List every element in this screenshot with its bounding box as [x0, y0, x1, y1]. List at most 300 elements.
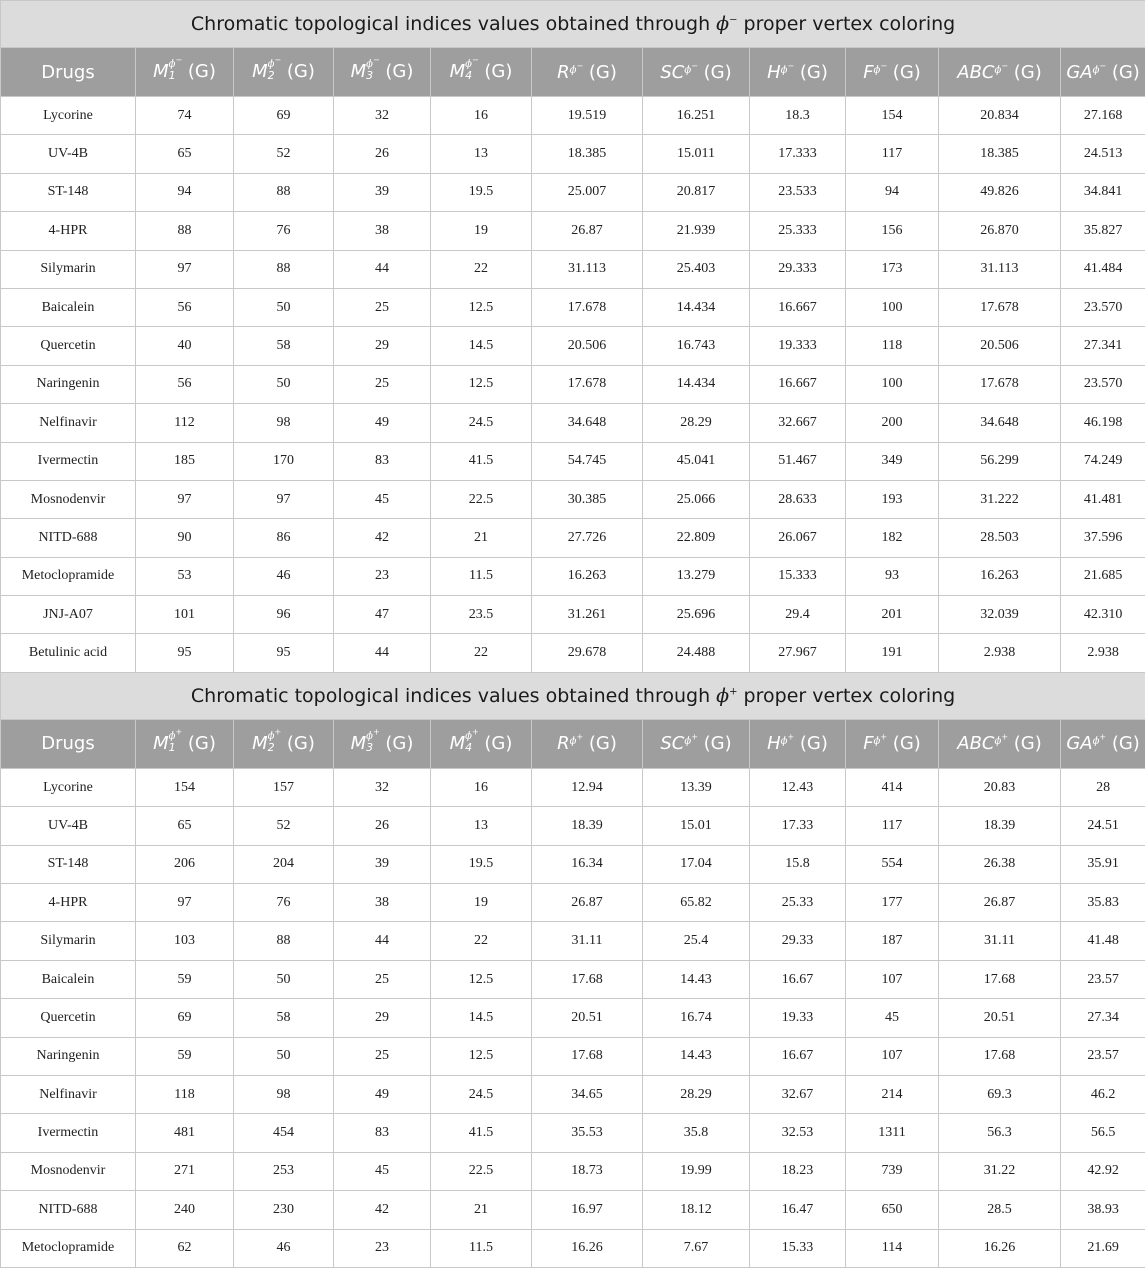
value-cell: 17.333	[750, 135, 846, 173]
phi-sign: −	[729, 14, 738, 26]
value-cell: 97	[234, 480, 334, 518]
value-cell: 187	[846, 922, 939, 960]
value-cell: 56	[136, 288, 234, 326]
table-row	[1, 173, 1145, 211]
value-cell: 157	[234, 768, 334, 806]
value-cell: 170	[234, 442, 334, 480]
value-cell: 29.678	[532, 634, 643, 672]
value-cell: 23	[334, 1229, 431, 1267]
drug-name-cell: Mosnodenvir	[1, 480, 136, 518]
value-cell: 44	[334, 250, 431, 288]
value-cell: 25.696	[643, 596, 750, 634]
value-cell: 271	[136, 1152, 234, 1190]
value-cell: 13.279	[643, 557, 750, 595]
header-sign: −	[372, 55, 380, 65]
value-cell: 14.5	[431, 999, 532, 1037]
value-cell: 69	[234, 97, 334, 135]
header-phi: ϕ−	[569, 61, 584, 76]
value-cell: 46.198	[1061, 404, 1145, 442]
value-cell: 15.011	[643, 135, 750, 173]
value-cell: 34.841	[1061, 173, 1145, 211]
value-cell: 25	[334, 960, 431, 998]
header-base: R	[557, 61, 570, 83]
drug-name-cell: Metoclopramide	[1, 557, 136, 595]
value-cell: 41.484	[1061, 250, 1145, 288]
value-cell: 13	[431, 807, 532, 845]
value-cell: 76	[234, 212, 334, 250]
drug-name-cell: 4-HPR	[1, 212, 136, 250]
value-cell: 11.5	[431, 557, 532, 595]
table-row	[1, 960, 1145, 998]
value-cell: 35.53	[532, 1114, 643, 1152]
header-base: F	[863, 733, 874, 755]
header-drugs: Drugs	[1, 719, 136, 768]
header-m4	[431, 48, 532, 97]
value-cell: 28.503	[939, 519, 1061, 557]
value-cell: 29.4	[750, 596, 846, 634]
header-phi: ϕ+	[684, 733, 698, 748]
value-cell: 22	[431, 250, 532, 288]
header-sub: 4	[465, 740, 473, 754]
value-cell: 22	[431, 634, 532, 672]
table-row	[1, 327, 1145, 365]
value-cell: 94	[136, 173, 234, 211]
value-cell: 20.51	[532, 999, 643, 1037]
header-m1	[136, 719, 234, 768]
value-cell: 27.341	[1061, 327, 1145, 365]
header-phi: ϕ−	[873, 61, 888, 76]
value-cell: 253	[234, 1152, 334, 1190]
value-cell: 13.39	[643, 768, 750, 806]
value-cell: 21.939	[643, 212, 750, 250]
phi-sign: +	[729, 686, 738, 698]
value-cell: 554	[846, 845, 939, 883]
value-cell: 14.434	[643, 288, 750, 326]
value-cell: 22.5	[431, 480, 532, 518]
header-arg: (G)	[281, 733, 315, 755]
header-ga	[1061, 719, 1145, 768]
drug-name-cell: Baicalein	[1, 288, 136, 326]
header-base: H	[767, 61, 781, 83]
table-row	[1, 807, 1145, 845]
value-cell: 44	[334, 922, 431, 960]
table-row	[1, 365, 1145, 403]
value-cell: 50	[234, 960, 334, 998]
value-cell: 16.251	[643, 97, 750, 135]
value-cell: 50	[234, 365, 334, 403]
drug-name-cell: Mosnodenvir	[1, 1152, 136, 1190]
value-cell: 20.506	[532, 327, 643, 365]
value-cell: 49.826	[939, 173, 1061, 211]
header-phi: ϕ+	[267, 727, 282, 742]
value-cell: 23.533	[750, 173, 846, 211]
header-phi: ϕ+	[366, 727, 380, 742]
value-cell: 19.99	[643, 1152, 750, 1190]
value-cell: 98	[234, 404, 334, 442]
header-sign: +	[691, 733, 698, 743]
value-cell: 12.5	[431, 365, 532, 403]
value-cell: 206	[136, 845, 234, 883]
value-cell: 201	[846, 596, 939, 634]
value-cell: 22	[431, 922, 532, 960]
header-phi: ϕ−	[366, 55, 380, 70]
value-cell: 27.726	[532, 519, 643, 557]
section-title-row	[1, 1, 1145, 48]
phi-symbol: ϕ+	[716, 684, 738, 707]
header-row	[1, 48, 1145, 97]
header-base: ABC	[957, 733, 995, 755]
value-cell: 62	[136, 1229, 234, 1267]
value-cell: 16	[431, 768, 532, 806]
value-cell: 23.570	[1061, 365, 1145, 403]
table-row	[1, 1114, 1145, 1152]
value-cell: 46	[234, 557, 334, 595]
header-sign: −	[471, 55, 479, 65]
value-cell: 52	[234, 135, 334, 173]
drug-name-cell: Silymarin	[1, 922, 136, 960]
value-cell: 88	[234, 173, 334, 211]
table-body	[1, 1, 1145, 1268]
drug-name-cell: Naringenin	[1, 1037, 136, 1075]
value-cell: 45.041	[643, 442, 750, 480]
header-phi: ϕ−	[780, 61, 795, 76]
value-cell: 14.434	[643, 365, 750, 403]
value-cell: 240	[136, 1191, 234, 1229]
value-cell: 28.29	[643, 404, 750, 442]
value-cell: 18.385	[939, 135, 1061, 173]
header-r	[532, 719, 643, 768]
value-cell: 349	[846, 442, 939, 480]
value-cell: 18.385	[532, 135, 643, 173]
value-cell: 16.74	[643, 999, 750, 1037]
table-row	[1, 404, 1145, 442]
value-cell: 26	[334, 807, 431, 845]
value-cell: 58	[234, 999, 334, 1037]
value-cell: 31.222	[939, 480, 1061, 518]
table-row	[1, 557, 1145, 595]
drug-name-cell: ST-148	[1, 173, 136, 211]
header-base: M	[350, 733, 367, 755]
drug-name-cell: Naringenin	[1, 365, 136, 403]
header-sc	[643, 48, 750, 97]
value-cell: 56.5	[1061, 1114, 1145, 1152]
value-cell: 16.743	[643, 327, 750, 365]
table-row	[1, 845, 1145, 883]
header-sign: −	[691, 61, 698, 71]
value-cell: 41.5	[431, 1114, 532, 1152]
value-cell: 39	[334, 173, 431, 211]
drug-name-cell: Lycorine	[1, 768, 136, 806]
value-cell: 21	[431, 1191, 532, 1229]
drug-name-cell: Betulinic acid	[1, 634, 136, 672]
header-sc	[643, 719, 750, 768]
drug-name-cell: Silymarin	[1, 250, 136, 288]
header-base: F	[863, 61, 874, 83]
value-cell: 230	[234, 1191, 334, 1229]
value-cell: 24.513	[1061, 135, 1145, 173]
value-cell: 19.5	[431, 845, 532, 883]
value-cell: 18.39	[939, 807, 1061, 845]
table-row	[1, 922, 1145, 960]
header-sign: −	[175, 55, 183, 65]
value-cell: 17.68	[939, 1037, 1061, 1075]
value-cell: 15.333	[750, 557, 846, 595]
value-cell: 20.51	[939, 999, 1061, 1037]
header-sign: +	[372, 727, 380, 737]
table-row	[1, 480, 1145, 518]
section-title-suffix: proper vertex coloring	[737, 13, 956, 35]
value-cell: 59	[136, 1037, 234, 1075]
header-sign: −	[1099, 61, 1107, 71]
value-cell: 51.467	[750, 442, 846, 480]
header-sub: 2	[267, 68, 275, 82]
value-cell: 97	[136, 884, 234, 922]
value-cell: 83	[334, 1114, 431, 1152]
value-cell: 18.39	[532, 807, 643, 845]
section-title	[1, 672, 1145, 719]
header-base: R	[557, 733, 570, 755]
header-phi: ϕ+	[780, 733, 795, 748]
value-cell: 54.745	[532, 442, 643, 480]
header-sign: +	[1099, 733, 1107, 743]
value-cell: 114	[846, 1229, 939, 1267]
value-cell: 27.967	[750, 634, 846, 672]
value-cell: 26.067	[750, 519, 846, 557]
header-arg: (G)	[379, 61, 414, 83]
value-cell: 21.69	[1061, 1229, 1145, 1267]
header-base: SC	[660, 61, 685, 83]
header-arg: (G)	[1106, 61, 1140, 83]
header-f	[846, 48, 939, 97]
value-cell: 31.11	[939, 922, 1061, 960]
table-row	[1, 999, 1145, 1037]
value-cell: 32.67	[750, 1075, 846, 1113]
header-sign: +	[1001, 733, 1009, 743]
value-cell: 117	[846, 807, 939, 845]
value-cell: 65	[136, 135, 234, 173]
value-cell: 42	[334, 519, 431, 557]
header-phi: ϕ+	[994, 733, 1009, 748]
value-cell: 17.678	[939, 288, 1061, 326]
header-phi: ϕ+	[1092, 733, 1107, 748]
header-sub: 3	[366, 740, 374, 754]
value-cell: 24.5	[431, 1075, 532, 1113]
value-cell: 25.4	[643, 922, 750, 960]
value-cell: 16.67	[750, 1037, 846, 1075]
value-cell: 16.34	[532, 845, 643, 883]
value-cell: 37.596	[1061, 519, 1145, 557]
header-m1	[136, 48, 234, 97]
header-h	[750, 719, 846, 768]
drug-name-cell: Lycorine	[1, 97, 136, 135]
value-cell: 177	[846, 884, 939, 922]
header-arg: (G)	[794, 733, 828, 755]
value-cell: 16.263	[532, 557, 643, 595]
header-base: M	[449, 61, 466, 83]
value-cell: 31.11	[532, 922, 643, 960]
header-abc	[939, 719, 1061, 768]
value-cell: 35.8	[643, 1114, 750, 1152]
value-cell: 97	[136, 480, 234, 518]
header-ga	[1061, 48, 1145, 97]
header-arg: (G)	[182, 61, 216, 83]
value-cell: 21.685	[1061, 557, 1145, 595]
table-row	[1, 596, 1145, 634]
value-cell: 118	[136, 1075, 234, 1113]
header-phi: ϕ+	[569, 733, 584, 748]
header-arg: (G)	[887, 61, 921, 83]
value-cell: 26.87	[532, 884, 643, 922]
header-base: H	[767, 733, 781, 755]
value-cell: 96	[234, 596, 334, 634]
value-cell: 45	[334, 1152, 431, 1190]
value-cell: 2.938	[1061, 634, 1145, 672]
value-cell: 53	[136, 557, 234, 595]
value-cell: 20.817	[643, 173, 750, 211]
value-cell: 27.34	[1061, 999, 1145, 1037]
value-cell: 56	[136, 365, 234, 403]
value-cell: 185	[136, 442, 234, 480]
value-cell: 86	[234, 519, 334, 557]
value-cell: 28.633	[750, 480, 846, 518]
value-cell: 69.3	[939, 1075, 1061, 1113]
header-arg: (G)	[478, 733, 513, 755]
value-cell: 17.68	[532, 1037, 643, 1075]
value-cell: 28.29	[643, 1075, 750, 1113]
value-cell: 30.385	[532, 480, 643, 518]
header-sign: +	[471, 727, 479, 737]
header-sub: 4	[465, 68, 473, 82]
value-cell: 650	[846, 1191, 939, 1229]
value-cell: 98	[234, 1075, 334, 1113]
value-cell: 50	[234, 1037, 334, 1075]
header-phi: ϕ−	[168, 55, 183, 70]
header-base: M	[153, 61, 169, 83]
value-cell: 35.83	[1061, 884, 1145, 922]
value-cell: 38.93	[1061, 1191, 1145, 1229]
value-cell: 24.51	[1061, 807, 1145, 845]
value-cell: 19	[431, 884, 532, 922]
value-cell: 35.827	[1061, 212, 1145, 250]
value-cell: 100	[846, 288, 939, 326]
section-title-row	[1, 672, 1145, 719]
value-cell: 45	[334, 480, 431, 518]
value-cell: 17.68	[532, 960, 643, 998]
table-row	[1, 1075, 1145, 1113]
value-cell: 88	[136, 212, 234, 250]
header-sign: +	[175, 727, 183, 737]
header-r	[532, 48, 643, 97]
header-arg: (G)	[1106, 733, 1140, 755]
value-cell: 83	[334, 442, 431, 480]
drug-name-cell: Baicalein	[1, 960, 136, 998]
value-cell: 56.3	[939, 1114, 1061, 1152]
value-cell: 24.5	[431, 404, 532, 442]
drug-name-cell: NITD-688	[1, 519, 136, 557]
value-cell: 17.33	[750, 807, 846, 845]
value-cell: 14.43	[643, 960, 750, 998]
value-cell: 46	[234, 1229, 334, 1267]
value-cell: 31.22	[939, 1152, 1061, 1190]
header-arg: (G)	[697, 61, 732, 83]
table-row	[1, 634, 1145, 672]
value-cell: 26.87	[939, 884, 1061, 922]
value-cell: 18.73	[532, 1152, 643, 1190]
value-cell: 200	[846, 404, 939, 442]
value-cell: 16.26	[939, 1229, 1061, 1267]
value-cell: 15.33	[750, 1229, 846, 1267]
value-cell: 17.678	[939, 365, 1061, 403]
value-cell: 25.066	[643, 480, 750, 518]
value-cell: 23.57	[1061, 1037, 1145, 1075]
header-arg: (G)	[887, 733, 921, 755]
header-sign: +	[787, 733, 795, 743]
section-title-suffix: proper vertex coloring	[737, 684, 956, 707]
header-sign: −	[787, 61, 795, 71]
value-cell: 28	[1061, 768, 1145, 806]
value-cell: 31.113	[532, 250, 643, 288]
value-cell: 103	[136, 922, 234, 960]
value-cell: 32	[334, 97, 431, 135]
value-cell: 18.3	[750, 97, 846, 135]
value-cell: 31.261	[532, 596, 643, 634]
value-cell: 101	[136, 596, 234, 634]
table-row	[1, 212, 1145, 250]
header-sub: 3	[366, 68, 374, 82]
drug-name-cell: Quercetin	[1, 327, 136, 365]
value-cell: 12.94	[532, 768, 643, 806]
value-cell: 34.648	[939, 404, 1061, 442]
value-cell: 26.87	[532, 212, 643, 250]
value-cell: 38	[334, 884, 431, 922]
header-base: M	[252, 733, 268, 755]
value-cell: 49	[334, 1075, 431, 1113]
header-base: SC	[660, 733, 685, 755]
value-cell: 74	[136, 97, 234, 135]
value-cell: 173	[846, 250, 939, 288]
value-cell: 16.67	[750, 960, 846, 998]
value-cell: 93	[846, 557, 939, 595]
value-cell: 191	[846, 634, 939, 672]
value-cell: 1311	[846, 1114, 939, 1152]
value-cell: 58	[234, 327, 334, 365]
header-sign: −	[274, 55, 282, 65]
value-cell: 12.43	[750, 768, 846, 806]
value-cell: 42.92	[1061, 1152, 1145, 1190]
value-cell: 31.113	[939, 250, 1061, 288]
drug-name-cell: UV-4B	[1, 135, 136, 173]
value-cell: 100	[846, 365, 939, 403]
value-cell: 32.53	[750, 1114, 846, 1152]
header-arg: (G)	[583, 61, 617, 83]
value-cell: 154	[136, 768, 234, 806]
value-cell: 12.5	[431, 960, 532, 998]
value-cell: 17.678	[532, 365, 643, 403]
header-sign: −	[1001, 61, 1009, 71]
value-cell: 38	[334, 212, 431, 250]
header-base: GA	[1066, 61, 1093, 83]
value-cell: 16.26	[532, 1229, 643, 1267]
value-cell: 59	[136, 960, 234, 998]
header-m4	[431, 719, 532, 768]
value-cell: 34.648	[532, 404, 643, 442]
header-drugs: Drugs	[1, 48, 136, 97]
header-arg: (G)	[379, 733, 414, 755]
value-cell: 20.834	[939, 97, 1061, 135]
value-cell: 16.667	[750, 365, 846, 403]
value-cell: 16.263	[939, 557, 1061, 595]
value-cell: 107	[846, 960, 939, 998]
